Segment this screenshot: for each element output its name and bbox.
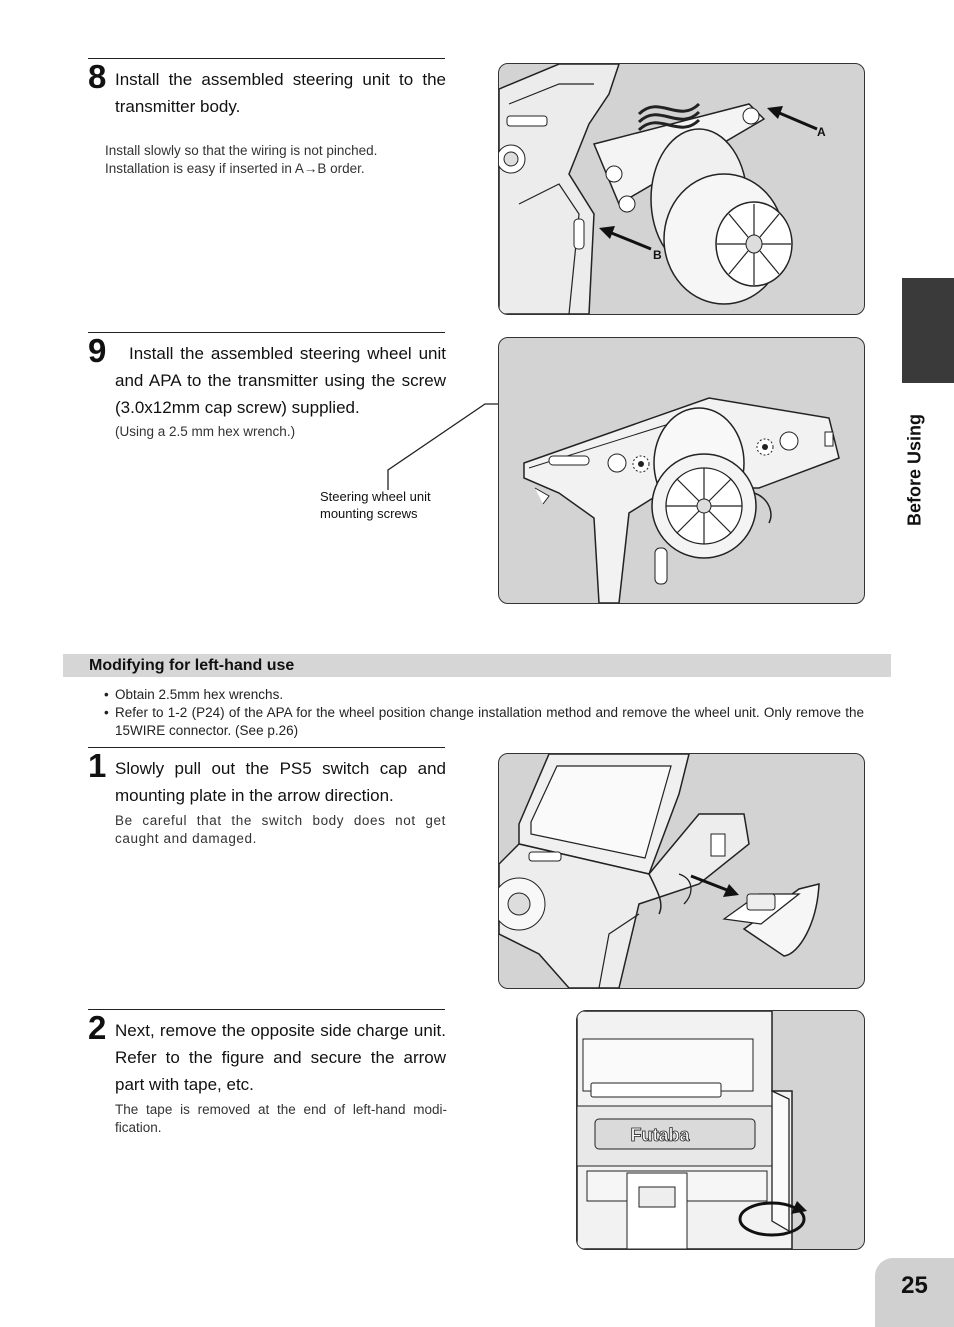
step8-figure — [498, 63, 865, 315]
step8-text: Install the assembled steering unit to the transmitter body. — [115, 70, 446, 116]
step9-text: Install the assembled steering wheel unit and APA to the transmitter using the screw (3.0x12mm cap screw) supplied. — [115, 344, 446, 417]
step1-text: Slowly pull out the PS5 switch cap and mounting plate in the arrow direction. — [115, 759, 446, 805]
step8-note-line2: Installation is easy if inserted in A→B order. — [105, 161, 365, 176]
bullet-item: • Obtain 2.5mm hex wrenchs. — [104, 686, 864, 704]
step1-number: 1 — [88, 747, 107, 784]
step8-note-line1: Install slowly so that the wiring is not pinched. — [105, 143, 378, 158]
section-title: Modifying for left-hand use — [89, 657, 295, 674]
step1-figure — [498, 753, 865, 989]
section-bullets — [104, 686, 864, 740]
step2-text: Next, remove the opposite side charge unit. Refer to the figure and secure the arrow part with tape, etc. — [115, 1021, 446, 1094]
step9-number: 9 — [88, 332, 107, 369]
step8-label-b: B — [653, 248, 662, 262]
step9-figure — [498, 337, 865, 604]
step2-number: 2 — [88, 1009, 107, 1046]
futaba-logo: Futaba — [630, 1125, 690, 1145]
side-tab-marker — [902, 278, 954, 383]
step1-rule — [88, 747, 445, 748]
step8-number: 8 — [88, 58, 107, 95]
step8-label-a: A — [817, 125, 826, 139]
step9-callout-line1: Steering wheel unit — [320, 489, 431, 504]
bullet-item: • Refer to 1-2 (P24) of the APA for the wheel position change installation method and remove the wheel unit. Only remove the 15WIRE connector. (See p.26) — [104, 704, 864, 740]
side-tab-label: Before Using — [904, 413, 925, 527]
section-header — [63, 654, 891, 677]
step2-note: The tape is removed at the end of left-hand modi-fication. — [115, 1102, 447, 1135]
page-number: 25 — [901, 1272, 928, 1299]
step1-note: Be careful that the switch body does not get caught and damaged. — [115, 813, 446, 846]
step2-rule — [88, 1009, 445, 1010]
page-number-tab — [875, 1258, 954, 1327]
step9-note: (Using a 2.5 mm hex wrench.) — [115, 424, 296, 439]
step2-figure — [576, 1010, 865, 1250]
step9-callout-line2: mounting screws — [320, 506, 418, 521]
step8-rule — [88, 58, 445, 59]
step9-rule — [88, 332, 445, 333]
